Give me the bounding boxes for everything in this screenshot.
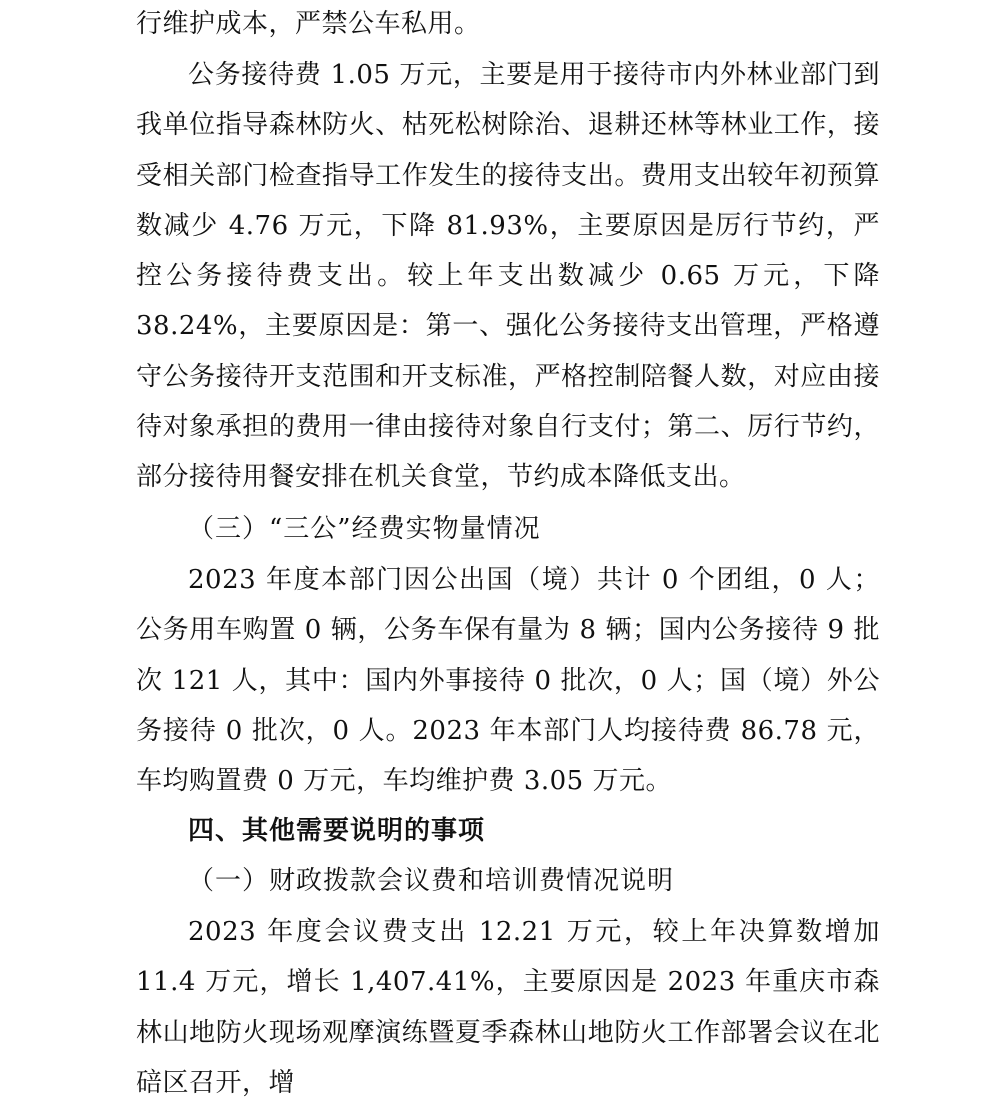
- paragraph-meeting-fees: 2023 年度会议费支出 12.21 万元，较上年决算数增加 11.4 万元，增长 1,407.41%，主要原因是 2023 年重庆市森林山地防火现场观摩演练暨夏季森林山地防火工作部署会议在北碚区召开，增: [136, 917, 880, 1098]
- subheading-three-public-expenses: （三）“三公”经费实物量情况: [188, 514, 541, 544]
- paragraph-continuation: 行维护成本，严禁公车私用。: [136, 9, 481, 39]
- section-heading-other-matters: 四、其他需要说明的事项: [188, 816, 486, 846]
- paragraph-reception-fee: 公务接待费 1.05 万元，主要是用于接待市内外林业部门到我单位指导森林防火、枯死松树除治、退耕还林等林业工作，接受相关部门检查指导工作发生的接待支出。费用支出较年初预算数减少 4.76 万元，下降 81.93%，主要原因是厉行节约，严控公务接待费支出。较上年支出数减少 0.65 万元，下降 38.24%，主要原因是：第一、强化公务接待支出管理，严格遵守公务接待开支范围和开支标准，严格控制陪餐人数，对应由接待对象承担的费用一律由接待对象自行支付；第二、厉行节约，部分接待用餐安排在机关食堂，节约成本降低支出。: [136, 60, 880, 493]
- paragraph-physical-quantity: 2023 年度本部门因公出国（境）共计 0 个团组，0 人；公务用车购置 0 辆，公务车保有量为 8 辆；国内公务接待 9 批次 121 人，其中：国内外事接待 0 批次，0 人；国（境）外公务接待 0 批次，0 人。2023 年本部门人均接待费 86.78 元，车均购置费 0 万元，车均维护费 3.05 万元。: [136, 565, 880, 797]
- subheading-meeting-training-fees: （一）财政拨款会议费和培训费情况说明: [188, 866, 675, 896]
